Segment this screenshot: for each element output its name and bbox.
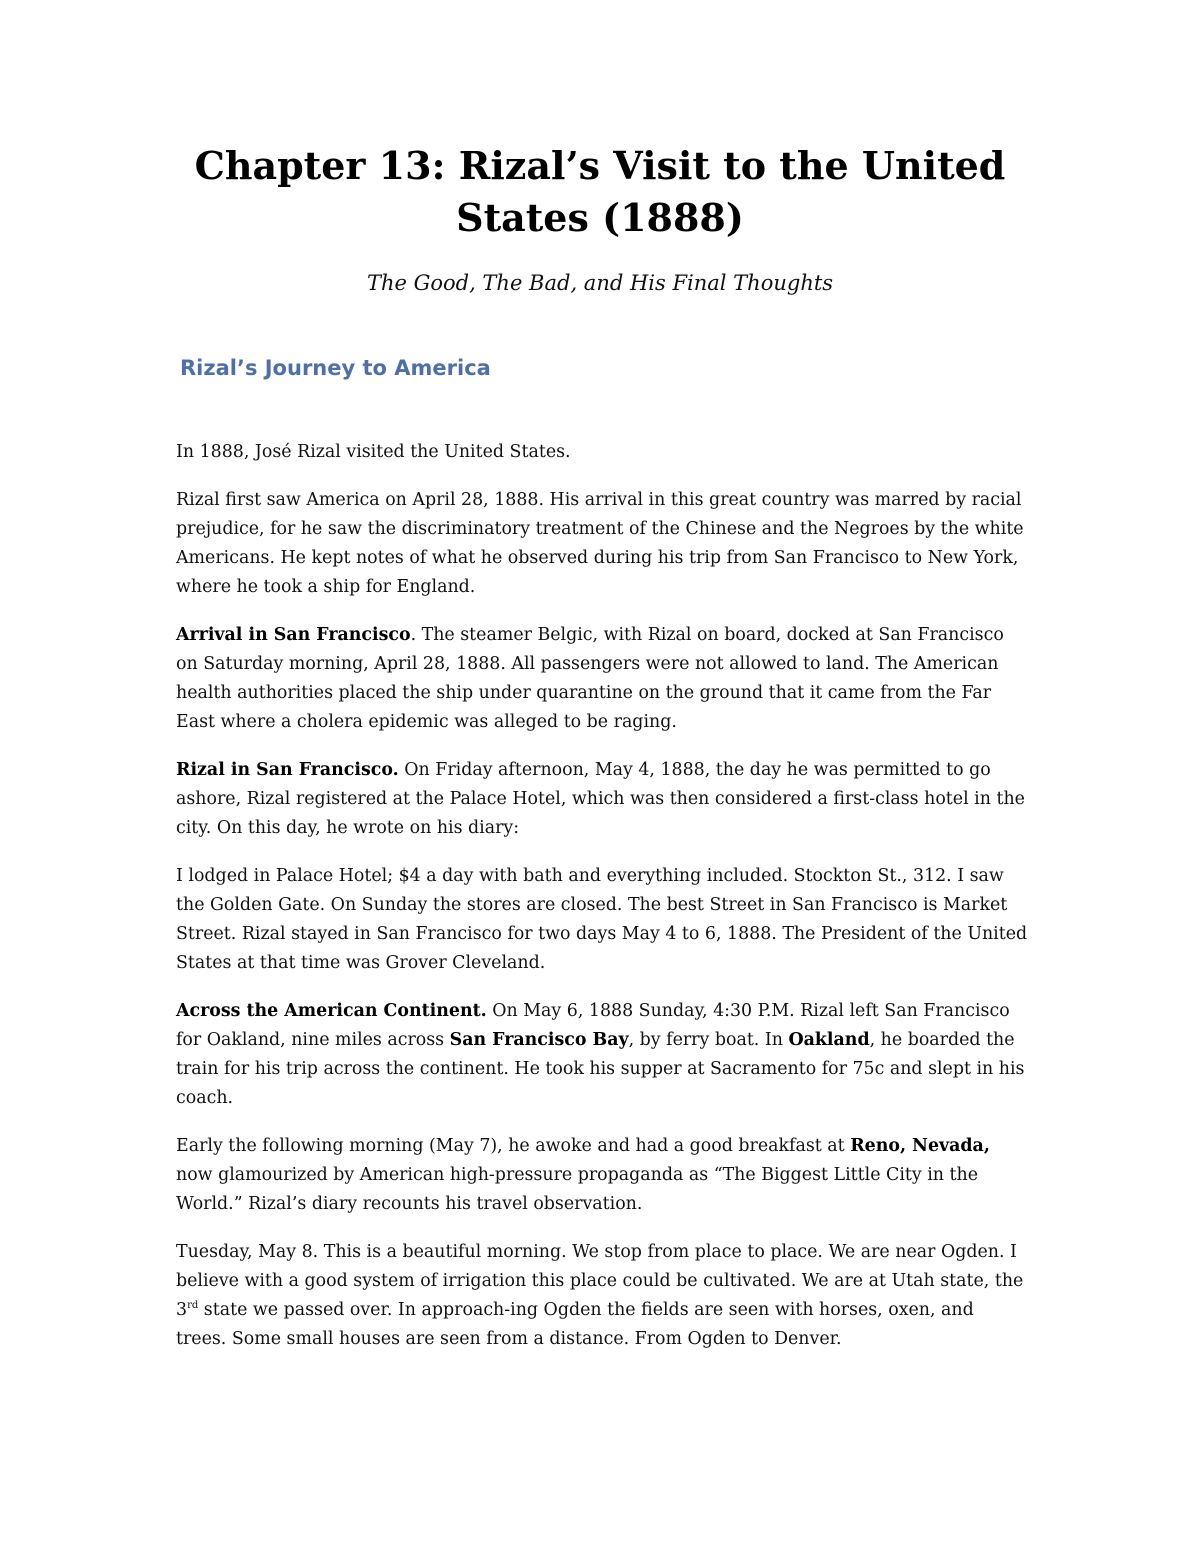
paragraph-text-across-2: , by ferry boat. In: [628, 1030, 789, 1050]
paragraph-text-rizal-sf: On Friday afternoon, May 4, 1888, the day he was permitted to go ashore, Rizal registered at the Palace Hotel, which was then considered a first-class hotel in the city. On this day, he wrote on his diary:: [176, 760, 1025, 838]
paragraph-lead-across: Across the American Continent.: [176, 1001, 487, 1021]
chapter-title: Chapter 13: Rizal’s Visit to the United States (1888): [194, 143, 1006, 240]
paragraph-text-tuesday-2: state we passed over. In approach-ing Ogden the fields are seen with horses, oxen, and trees. Some small houses are seen from a distance. From Ogden to Denver.: [176, 1300, 974, 1349]
section-heading: Rizal’s Journey to America: [180, 356, 491, 380]
paragraph-lead-rizal-sf: Rizal in San Francisco.: [176, 760, 399, 780]
paragraph-tuesday-may-8: [176, 1238, 1028, 1354]
paragraph-text-across-3: , he boarded the train for his trip across the continent. He took his supper at Sacramento for 75c and slept in his coach.: [176, 1030, 1025, 1108]
paragraph-text-arrival: . The steamer Belgic, with Rizal on board, docked at San Francisco on Saturday morning, April 28, 1888. All passengers were not allowed to land. The American health authorities placed the ship under quarantine on the ground that it came from the Far East where a cholera epidemic was alleged to be raging.: [176, 625, 1004, 732]
paragraph-bold-reno: Reno, Nevada,: [850, 1136, 990, 1156]
paragraph-arrival-san-francisco: [176, 621, 1028, 737]
paragraph-lead-arrival: Arrival in San Francisco: [176, 625, 411, 645]
paragraph-first-saw-america: Rizal first saw America on April 28, 1888. His arrival in this great country was marred by racial prejudice, for he saw the discriminatory treatment of the Chinese and the Negroes by the white Americans. He kept notes of what he observed during his trip from San Francisco to New York, where he took a ship for England.: [176, 490, 1024, 597]
paragraph-bold-sf-bay: San Francisco Bay: [449, 1030, 629, 1050]
paragraph-across-continent: [176, 997, 1028, 1113]
body-text: [176, 438, 1028, 1373]
paragraph-reno-nevada: [176, 1132, 1028, 1219]
paragraph-text-reno-1: Early the following morning (May 7), he awoke and had a good breakfast at: [176, 1136, 851, 1156]
paragraph-rizal-in-san-francisco: [176, 756, 1028, 843]
ordinal-superscript: rd: [187, 1300, 199, 1312]
paragraph-bold-oakland: Oakland: [788, 1030, 870, 1050]
paragraph-text-across-1: On May 6, 1888 Sunday, 4:30 P.M. Rizal left San Francisco for Oakland, nine miles across: [176, 1001, 1010, 1050]
paragraph-text-tuesday-1: Tuesday, May 8. This is a beautiful morning. We stop from place to place. We are near Ogden. I believe with a good system of irrigation this place could be cultivated. We are at Utah state, the 3: [176, 1242, 1024, 1320]
paragraph-text-reno-2: now glamourized by American high-pressure propaganda as “The Biggest Little City in the World.” Rizal’s diary recounts his travel observation.: [176, 1165, 978, 1214]
paragraph-intro: In 1888, José Rizal visited the United States.: [176, 442, 571, 462]
paragraph-diary-palace-hotel: I lodged in Palace Hotel; $4 a day with bath and everything included. Stockton St., 312. I saw the Golden Gate. On Sunday the stores are closed. The best Street in San Francisco is Market Street. Rizal stayed in San Francisco for two days May 4 to 6, 1888. The President of the United States at that time was Grover Cleveland.: [176, 866, 1028, 973]
chapter-subtitle: The Good, The Bad, and His Final Thoughts: [366, 271, 834, 295]
